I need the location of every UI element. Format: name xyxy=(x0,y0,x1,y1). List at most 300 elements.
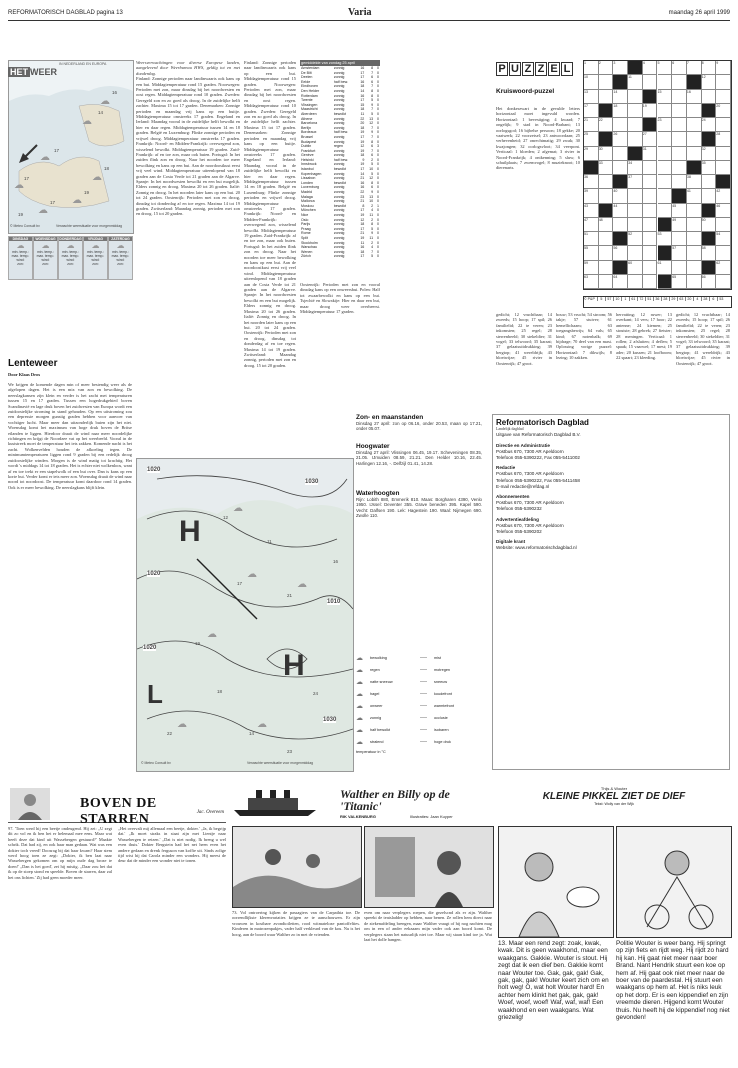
cloud-icon: ☁ xyxy=(72,195,82,206)
crossword-cell[interactable] xyxy=(687,204,702,218)
crossword-cell[interactable] xyxy=(672,118,687,132)
legend-label: natte sneeuw xyxy=(370,680,393,684)
crossword-cell[interactable] xyxy=(702,104,717,118)
crossword-cell[interactable] xyxy=(628,246,643,260)
crossword-cell[interactable]: 32 xyxy=(702,147,717,161)
solution-cell[interactable]: 36 xyxy=(653,297,661,301)
crossword-cell[interactable] xyxy=(702,204,717,218)
table-cell: 19 xyxy=(360,148,365,153)
forecast-day: DONDERDAG ☁ min. temp.: max. temp.: wind: zon: xyxy=(58,236,83,280)
legend-row xyxy=(356,726,482,738)
table-cell: zonnig xyxy=(333,222,345,227)
crossword-cell[interactable] xyxy=(672,132,687,146)
crossword-cell[interactable] xyxy=(716,75,731,89)
colophon-line: Postbus 670, 7300 AR Apeldoorn xyxy=(496,471,564,477)
crossword-cell[interactable]: 7 xyxy=(687,61,702,75)
crossword-cell[interactable] xyxy=(628,90,643,104)
table-cell: Mallorca xyxy=(301,199,315,204)
crossword-cell[interactable]: 6 xyxy=(672,61,687,75)
table-cell: 0 xyxy=(377,199,379,204)
crossword-cell[interactable] xyxy=(658,104,673,118)
header-date: maandag 26 april 1999 xyxy=(668,10,730,16)
crossword-cell[interactable] xyxy=(599,90,614,104)
crossword-cell[interactable]: 62 xyxy=(716,261,731,275)
crossword-cell[interactable] xyxy=(702,189,717,203)
crossword-cell[interactable] xyxy=(658,189,673,203)
europe-intro: Weersverwachtingen voor diverse Europese landen, aangeleverd door Weerbureau HWS, geldig tot en met donderdag. xyxy=(136,60,240,76)
crossword-cell[interactable] xyxy=(687,132,702,146)
table-cell: zonnig xyxy=(333,194,345,199)
crossword-cell[interactable] xyxy=(643,189,658,203)
table-cell: 5 xyxy=(371,111,374,116)
forecast-day: VRIJDAG ☁ min. temp.: max. temp.: wind: zon: xyxy=(83,236,108,280)
puzzle-title: P U Z Z E L xyxy=(496,62,574,76)
crossword-cell[interactable] xyxy=(658,275,673,289)
crossword-cell[interactable]: 47 xyxy=(584,218,599,232)
crossword-cell[interactable]: 5 xyxy=(658,61,673,75)
crossword-cell[interactable]: 59 xyxy=(584,261,599,275)
high-pressure-label: H xyxy=(179,515,201,548)
crossword-cell[interactable] xyxy=(716,147,731,161)
cloud-icon: ☁ xyxy=(38,205,48,216)
crossword-cell[interactable]: 2 xyxy=(599,61,614,75)
crossword-cell[interactable] xyxy=(672,147,687,161)
table-cell: zonnig xyxy=(333,70,345,75)
crossword-cell[interactable] xyxy=(716,275,731,289)
isobar-label: 1020 xyxy=(147,571,161,577)
crossword-cell[interactable] xyxy=(716,161,731,175)
crossword-cell[interactable] xyxy=(658,147,673,161)
crossword-cell[interactable]: 27 xyxy=(643,132,658,146)
colophon-title: Reformatorisch Dagblad xyxy=(496,418,589,427)
table-cell: 12 xyxy=(369,121,374,126)
crossword-cell[interactable] xyxy=(628,218,643,232)
crossword-cell[interactable] xyxy=(672,189,687,203)
crossword-cell[interactable]: 31 xyxy=(643,147,658,161)
crossword-cell[interactable]: 40 xyxy=(613,189,628,203)
isobar-label: 1030 xyxy=(305,479,319,485)
crossword-cell[interactable] xyxy=(599,132,614,146)
crossword-cell[interactable] xyxy=(716,90,731,104)
isobar-label: 1010 xyxy=(327,599,341,605)
table-cell: 14 xyxy=(360,88,365,93)
legend-symbol-icon: ☁ xyxy=(356,691,363,698)
colophon-line: Postbus 670, 7300 AR Apeldoorn xyxy=(496,500,564,506)
crossword-cell[interactable] xyxy=(687,218,702,232)
map-temp: 17 xyxy=(24,176,30,181)
solution-cell[interactable]: 20 xyxy=(685,297,693,301)
map-temp: 12 xyxy=(223,515,229,520)
crossword-cell[interactable] xyxy=(643,275,658,289)
crossword-cell[interactable] xyxy=(599,246,614,260)
crossword-cell[interactable] xyxy=(687,232,702,246)
crossword-cell[interactable] xyxy=(687,104,702,118)
cloud-icon: ☁ xyxy=(41,241,50,250)
table-cell: Innsbruck xyxy=(301,162,317,167)
weather-map-nl xyxy=(8,60,134,234)
crossword-cell[interactable] xyxy=(702,132,717,146)
table-cell: 22 xyxy=(360,116,365,121)
crossword-cell[interactable] xyxy=(613,75,628,89)
high-water-text: Dinsdag 27 april: Vlissingen 06.45, 19.17. Scheveningen 08.35, 21.05. IJmuiden 08.59, 21.21. Den Helder 10.16, 22.45. Harlingen 12.16, -. Delfzijl 01.41, 14.28. xyxy=(356,450,482,466)
table-cell: 0 xyxy=(377,185,379,190)
isobar-label: 1020 xyxy=(143,645,157,651)
crossword-cell[interactable] xyxy=(599,175,614,189)
map-caption-left: © Meteo Consult bv xyxy=(141,761,171,765)
cloud-icon: ☁ xyxy=(207,629,217,640)
table-cell: 19 xyxy=(360,235,365,240)
solution-cell[interactable]: 72 xyxy=(637,297,645,301)
crossword-cell[interactable] xyxy=(643,232,658,246)
table-cell: Frankfurt xyxy=(301,148,316,153)
crossword-cell[interactable]: 29 xyxy=(584,147,599,161)
crossword-cell[interactable]: 45 xyxy=(672,204,687,218)
legend-label: hagel xyxy=(370,692,380,696)
crossword-cell[interactable] xyxy=(716,175,731,189)
table-cell: 0 xyxy=(377,231,379,236)
crossword-cell[interactable] xyxy=(687,161,702,175)
crossword-cell[interactable]: 36 xyxy=(584,175,599,189)
legend-row xyxy=(356,690,482,702)
table-cell: 0 xyxy=(377,194,379,199)
table-cell: 16 xyxy=(360,66,365,70)
crossword-cell[interactable] xyxy=(599,75,614,89)
crossword-cell[interactable]: 21 xyxy=(584,118,599,132)
crossword-cell[interactable] xyxy=(716,218,731,232)
crossword-cell[interactable] xyxy=(702,261,717,275)
crossword-cell[interactable]: 1 xyxy=(584,61,599,75)
solution-cell[interactable]: 1 xyxy=(621,297,629,301)
crossword-cell[interactable] xyxy=(687,261,702,275)
crossword-cell[interactable]: 51 xyxy=(584,232,599,246)
crossword-cell[interactable]: 15 xyxy=(658,90,673,104)
table-cell: 19 xyxy=(360,162,365,167)
crossword-cell[interactable]: 55 xyxy=(584,246,599,260)
sun-moon-title: Zon- en maanstanden xyxy=(356,414,424,421)
crossword-cell[interactable] xyxy=(643,90,658,104)
crossword-cell[interactable] xyxy=(643,118,658,132)
table-cell: zonnig xyxy=(333,231,345,236)
crossword-cell[interactable]: 44 xyxy=(613,204,628,218)
crossword-cell[interactable]: 9 xyxy=(716,61,731,75)
isobar-label: 1020 xyxy=(147,467,161,473)
crossword-cell[interactable] xyxy=(599,232,614,246)
crossword-cell[interactable] xyxy=(687,147,702,161)
crossword-cell[interactable] xyxy=(613,218,628,232)
crossword-cell[interactable]: 46 xyxy=(716,204,731,218)
crossword-cell[interactable]: 18 xyxy=(613,104,628,118)
table-cell: bewolkt xyxy=(333,167,346,172)
solution-cell[interactable]: 63 xyxy=(677,297,685,301)
crossword-cell[interactable]: 64 xyxy=(613,275,628,289)
table-cell: Vlissingen xyxy=(301,102,318,107)
puzzle-clues-2: gedicht; 12 vruchtbaar; 14 zweeds; 15 hoop; 17 spil; 26 familielid; 22 te veren; 23 inkomsten; 25 regel; 28 sterrenbeeld; 30 stekeldier; 31 vogel; 33 telwoord; 35 karaat; 37 gelaatsuitdrukking; 39 bergtop; 41 wereldrijk; 43 bloeiwijze; 45 rivier in Oostenrijk; 47 groot. xyxy=(496,312,552,366)
table-cell: half bew. xyxy=(333,130,348,135)
crossword-cell[interactable]: 3 xyxy=(613,61,628,75)
crossword-cell[interactable] xyxy=(628,147,643,161)
table-cell: zonnig xyxy=(333,254,345,259)
table-cell: 19 xyxy=(360,213,365,217)
crossword-cell[interactable] xyxy=(643,204,658,218)
water-levels-title: Waterhoogten xyxy=(356,490,400,497)
table-cell: 18 xyxy=(360,153,365,158)
table-cell: zonnig xyxy=(333,139,345,144)
table-cell: Zürich xyxy=(301,254,311,259)
crossword-cell[interactable]: 34 xyxy=(628,161,643,175)
solution-cell[interactable]: 28 xyxy=(661,297,669,301)
crossword-cell[interactable] xyxy=(643,161,658,175)
crossword-cell[interactable] xyxy=(672,104,687,118)
crossword-cell[interactable]: 66 xyxy=(702,275,717,289)
crossword-cell[interactable]: 13 xyxy=(584,90,599,104)
crossword-cell[interactable] xyxy=(643,246,658,260)
crossword-cell[interactable] xyxy=(672,90,687,104)
crossword-cell[interactable] xyxy=(702,175,717,189)
crossword-cell[interactable] xyxy=(658,132,673,146)
crossword-cell[interactable]: 8 xyxy=(702,61,717,75)
crossword-cell[interactable] xyxy=(672,232,687,246)
crossword-cell[interactable] xyxy=(613,175,628,189)
table-cell: regen xyxy=(333,144,344,149)
serial-column-1: 97. 'Toen werd hij een beetje ondeugend. Hij zei: „U zegt dit zo vol en ik ben het er helemaal mee eens. Maar wat heeft deze dat kind uit Wassebergen gestuurd?' Maakte schrik. Dat had zij, en ook haar man gedaan. Wat was een dokter toch vreed! Doosrag bij dat haar kwam? Haar stem werd hoog toen ze zegt: „Dokter, ik ben laat naar Wassebergen gekomen om op mijn oude dag broze te doen!' „Dan is het goed', zei hij mistig. „Daar zou het dat ik op de stoep stond en speelde. Boven de starren, daar zal het ons lichten.' Zij had geen moeder meer. xyxy=(8,826,112,880)
crossword-cell[interactable] xyxy=(643,218,658,232)
crossword-cell[interactable] xyxy=(643,175,658,189)
comic-panel-wouter-1 xyxy=(498,826,614,938)
crossword-cell[interactable]: 37 xyxy=(628,175,643,189)
colophon-line: Telefoon 055-5390222, Fax 055-5411458 xyxy=(496,477,580,483)
legend-row xyxy=(356,678,482,690)
table-cell: bewolkt xyxy=(333,111,346,116)
crossword-cell[interactable]: 54 xyxy=(716,232,731,246)
crossword-cell[interactable]: 60 xyxy=(628,261,643,275)
crossword-cell[interactable] xyxy=(716,118,731,132)
crossword-cell[interactable] xyxy=(672,261,687,275)
solution-cell[interactable]: 51 xyxy=(645,297,653,301)
crossword-cell[interactable]: 14 xyxy=(613,90,628,104)
crossword-cell[interactable]: 17 xyxy=(584,104,599,118)
crossword-cell[interactable]: 50 xyxy=(702,218,717,232)
table-cell: 0 xyxy=(377,84,379,89)
crossword-cell[interactable]: 19 xyxy=(643,104,658,118)
crossword-cell[interactable]: 35 xyxy=(702,161,717,175)
table-cell: 0 xyxy=(377,213,379,217)
crossword-cell[interactable] xyxy=(687,246,702,260)
forecast-day: DINSDAG ☁ min. temp.: max. temp.: wind: zon: xyxy=(8,236,33,280)
solution-cell[interactable]: 4 xyxy=(693,297,701,301)
crossword-cell[interactable] xyxy=(716,246,731,260)
table-cell: zonnig xyxy=(333,240,345,245)
table-cell: 18 xyxy=(360,84,365,89)
table-cell: 2 xyxy=(371,240,374,245)
crossword-cell[interactable]: 41 xyxy=(687,189,702,203)
table-cell: 18 xyxy=(360,222,365,227)
table-cell: 16 xyxy=(360,180,365,185)
table-cell: 0 xyxy=(377,217,379,222)
solution-cell[interactable]: 29 xyxy=(669,297,677,301)
crossword-cell[interactable] xyxy=(584,161,599,175)
crossword-cell[interactable] xyxy=(599,104,614,118)
solution-cell[interactable]: 10 xyxy=(613,297,621,301)
crossword-cell[interactable]: 16 xyxy=(687,90,702,104)
map-caption-right: Verwachte weersituatie voor morgenmiddag xyxy=(247,761,313,765)
legend-symbol-icon: — xyxy=(420,690,427,697)
crossword-cell[interactable]: 52 xyxy=(628,232,643,246)
wouter-column-1: 13. Maar een rend zegt: zoak, kwak, kwak. Dit is geen waakhond, maar een waakgans. Gakkie. Wouter is stout. Hij zegt dat ik een dief ben. Gakkie komt naar Wouter toe. Gak, gak, gak! Gak, gak, gak, gak! Wouter keert zich om en holt weg! O, wat holt Wouter hard! En achter hem klinkt het gak, gak, gak! Woef, woef, woef! Waf, waf, waf! Een waakhond en een waakgans. Wat griezelig! xyxy=(498,940,609,1022)
crossword-cell[interactable] xyxy=(702,90,717,104)
crossword-cell[interactable]: 48 xyxy=(599,218,614,232)
table-cell: 0 xyxy=(377,176,379,181)
crossword-cell[interactable] xyxy=(643,75,658,89)
colophon-lines xyxy=(496,432,726,551)
table-cell: 0 xyxy=(377,102,379,107)
weather-map-europe xyxy=(136,458,354,772)
crossword-cell[interactable]: 20 xyxy=(716,104,731,118)
crossword-cell[interactable] xyxy=(628,204,643,218)
table-cell: Praag xyxy=(301,226,311,231)
crossword-cell[interactable] xyxy=(687,75,702,89)
solution-cell[interactable]: 57 xyxy=(605,297,613,301)
crossword-cell[interactable] xyxy=(599,189,614,203)
solution-cell[interactable]: 5 xyxy=(597,297,605,301)
crossword-cell[interactable]: 23 xyxy=(658,118,673,132)
crossword-cell[interactable] xyxy=(672,75,687,89)
colophon-line: Telefoon 055-5390222, Fax 055-5411002 xyxy=(496,455,580,461)
crossword-cell[interactable]: 53 xyxy=(658,232,673,246)
crossword-cell[interactable]: 38 xyxy=(687,175,702,189)
crossword-cell[interactable] xyxy=(658,161,673,175)
europe-forecast-column xyxy=(136,60,240,452)
crossword-cell[interactable]: 63 xyxy=(584,275,599,289)
crossword-cell[interactable] xyxy=(628,132,643,146)
solution-cell[interactable]: 53 xyxy=(717,297,725,301)
crossword-cell[interactable] xyxy=(613,261,628,275)
crossword-cell[interactable] xyxy=(613,118,628,132)
crossword-cell[interactable] xyxy=(658,218,673,232)
table-cell: Madrid xyxy=(301,190,312,195)
crossword-cell[interactable] xyxy=(658,75,673,89)
table-cell: 17 xyxy=(360,134,365,139)
table-cell: 19 xyxy=(360,130,365,135)
crossword-cell[interactable]: 49 xyxy=(672,218,687,232)
crossword-cell[interactable]: 61 xyxy=(658,261,673,275)
crossword-cell[interactable] xyxy=(599,275,614,289)
crossword-cell[interactable] xyxy=(687,118,702,132)
table-cell: 0 xyxy=(377,226,379,231)
crossword-cell[interactable]: 39 xyxy=(584,189,599,203)
table-cell: 17 xyxy=(360,70,365,75)
walther-credit: RIK VALKENBURG xyxy=(340,814,376,819)
map-caption-right: Verwachte weersituatie voor morgenmiddag xyxy=(56,224,122,228)
legend-label: regen xyxy=(370,668,380,672)
weather-subtitle: IN NEDERLAND EN EUROPA xyxy=(59,62,107,66)
crossword-cell[interactable]: 22 xyxy=(599,118,614,132)
crossword-cell[interactable] xyxy=(628,189,643,203)
table-cell: 9 xyxy=(371,102,374,107)
crossword-cell[interactable]: 11 xyxy=(628,75,643,89)
crossword-cell[interactable] xyxy=(628,104,643,118)
crossword-cell[interactable] xyxy=(658,246,673,260)
article-title: Lenteweer xyxy=(8,358,58,369)
crossword-cell[interactable] xyxy=(599,204,614,218)
table-cell: Athene xyxy=(301,116,313,121)
solution-cell[interactable]: 28 xyxy=(701,297,709,301)
crossword-cell[interactable] xyxy=(702,232,717,246)
legend-symbol-icon: — xyxy=(420,678,427,685)
table-cell: zonnig xyxy=(333,125,345,130)
crossword-cell[interactable] xyxy=(628,61,643,75)
crossword-cell[interactable]: 28 xyxy=(716,132,731,146)
crossword-cell[interactable]: 26 xyxy=(613,132,628,146)
table-cell: zonnig xyxy=(333,226,345,231)
crossword-cell[interactable]: 4 xyxy=(643,61,658,75)
legend-row xyxy=(356,702,482,714)
crossword-cell[interactable] xyxy=(658,204,673,218)
crossword-cell[interactable]: 58 xyxy=(702,246,717,260)
crossword-cell[interactable] xyxy=(658,175,673,189)
article-body: We krijgen de komende dagen min of meer bestendig weer als de afgelopen dagen. Het is een mix van zon en bewolking. De neerslagkansen zijn klein en verder is het zacht met temperaturen tussen 15 en 17 graden. Tussen een hogedrukgebied boven Scandinavië en lage druk boven het zuidwesten van Europa wordt een zuidoostelijke stroming in stand gehouden. Op een uitstroming zou een depressie morgen gunstig graden hebben voor aanvoer van vochtiger lucht. Maar meer dan uitzonderlijk buien zijn het niet. Woensdag komt het maximum van hoge druk boven de Britse eilanden te liggen. Hierdoor draait de wind naar meer noordelijke richtingen en krijgt de Noordzee vat op het weerbeeld. Vooral in de kuststreek moet de temperatuur het iets zakken. Komende nacht is het zacht. Wolkenvelden houden de afkoeling tegen. De minimumtemperaturen liggen rond 9 graden bij een redelijk droog zuidoostelijke winden. Morgen is de wind matig tot krachtig. Het wordt 's middags 14 tot 18 graden. Het is echter niet wolkenloos, want af en toe trekt er een stapelwolk of een bui over. Dan is kans op een korte bui. Verder komt er iets meer zon. Woensdag draait de wind naar noord tot noordoost. De temperatuur komt daardoor rond 14 graden. Ook is er meer bewolking. De neerslagkans blijft klein. xyxy=(8,382,132,490)
crossword-cell[interactable]: 33 xyxy=(599,161,614,175)
crossword-cell[interactable]: 57 xyxy=(672,246,687,260)
crossword-cell[interactable]: 65 xyxy=(672,275,687,289)
legend-row xyxy=(356,666,482,678)
crossword-cell[interactable]: 24 xyxy=(702,118,717,132)
crossword-cell[interactable]: 30 xyxy=(599,147,614,161)
crossword-cell[interactable] xyxy=(628,118,643,132)
table-cell: 9 xyxy=(371,130,374,135)
solution-label: © P&P xyxy=(584,297,595,301)
table-cell: 10 xyxy=(369,199,374,204)
table-cell: 0 xyxy=(377,98,379,103)
crossword-cell[interactable] xyxy=(628,275,643,289)
legend-row xyxy=(356,654,482,666)
solution-cell[interactable]: 6 xyxy=(709,297,717,301)
crossword-cell[interactable] xyxy=(613,161,628,175)
sun-moon-section xyxy=(356,414,482,627)
crossword-cell[interactable] xyxy=(613,147,628,161)
crossword-cell[interactable] xyxy=(599,261,614,275)
crossword-cell[interactable]: 25 xyxy=(584,132,599,146)
table-cell: zonnig xyxy=(333,208,345,213)
solution-cell[interactable]: 61 xyxy=(629,297,637,301)
table-after-text: Oostenrijk: Perioden met zon en vooral dinsdag kans op een onweersbui. Polen: Half tot zwaarbewolkt en kans op een bui. Tsjechië en Slowakije: Hier en daar een bui, maar droog weer overheerst. Middagtemperatuur 17 graden. xyxy=(300,282,380,315)
europe-body: Finland: Zonnige perioden naar landinwaarts ook kans op een bui. Middagtemperatuur rond 15 graden. Noorwegen: Perioden met zon, maar dinsdag bij het noordwesten en oost regen. Middagtemperatuur rond 10 graden. Zweden: Geregeld zon en zo goed als droog. In de zuidelijke helft zachter. Maxima 15 tot 17 graden. Denemarken: Zonnige perioden en maandag vrij kans op een buitje. Middagtemperatuur omstreeks 17 graden. Engeland en Ierland: Maandag vooral in de zuidelijke helft bewolkt en hier en daar regen. Middagtemperatuur tussen 14 en 18 graden. België en Luxemburg: Flinke zonnige perioden en vrijwel droog. Middagtemperatuur omstreeks 17 graden. Frankrijk: Noord- en Midden-Frankrijk: overwegend zon, wisselend bewolkt. Middagtemperatuur 19 graden. Zuid-Frankrijk: af en toe zon, maar ook buien. Portugal: In het zuiden flink zon en droog. Naar het noorden toe meer bewolking en kans op een bui. Aan de noordoostkust eerst vrij veel wind. Middagtemperatuur uiteenlopend van 18 graden aan de Costa Verde tot 21 graden aan de Algarve. Spanje: In het noordwesten bewolkt en een bui mogelijk. Elders zonnig en droog. Maxima 20 tot 26 graden. Italië: Zonnig en droog. In het noorden later kans op een bui. 20 tot 24 graden. Oostenrijk: Perioden met zon en droog, dinsdag tot donderdag af en toe regen. Maxima 14 tot 19 graden. Zwitserland: Maandag zonnig, perioden met zon en droog. 15 tot 20 graden. xyxy=(136,76,240,217)
puzzle-subtitle: Kruiswoord-puzzel xyxy=(496,88,555,95)
crossword-cell[interactable] xyxy=(672,161,687,175)
table-cell: 21 xyxy=(360,176,365,181)
table-cell: 0 xyxy=(377,93,379,98)
crossword-cell[interactable]: 10 xyxy=(584,75,599,89)
cloud-icon: ☁ xyxy=(66,241,75,250)
crossword-cell[interactable]: 12 xyxy=(702,75,717,89)
crossword-cell[interactable]: 56 xyxy=(613,246,628,260)
table-cell: zonnig xyxy=(333,148,345,153)
article-byline: Door Klaas Dros xyxy=(8,372,41,377)
crossword-cell[interactable] xyxy=(687,275,702,289)
map-temp: 19 xyxy=(195,641,201,646)
crossword-cell[interactable] xyxy=(613,232,628,246)
table-cell: Eindhoven xyxy=(301,84,318,89)
serial-illustration xyxy=(10,788,50,820)
crossword-cell[interactable] xyxy=(643,261,658,275)
crossword-cell[interactable] xyxy=(672,175,687,189)
table-cell: zonnig xyxy=(333,107,345,112)
crossword-cell[interactable]: 42 xyxy=(716,189,731,203)
crossword-cell[interactable]: 43 xyxy=(584,204,599,218)
legend-symbol-icon: — xyxy=(420,738,427,745)
table-cell: 18 xyxy=(360,125,365,130)
table-cell: 17 xyxy=(360,254,365,259)
map-temp: 18 xyxy=(104,166,110,171)
